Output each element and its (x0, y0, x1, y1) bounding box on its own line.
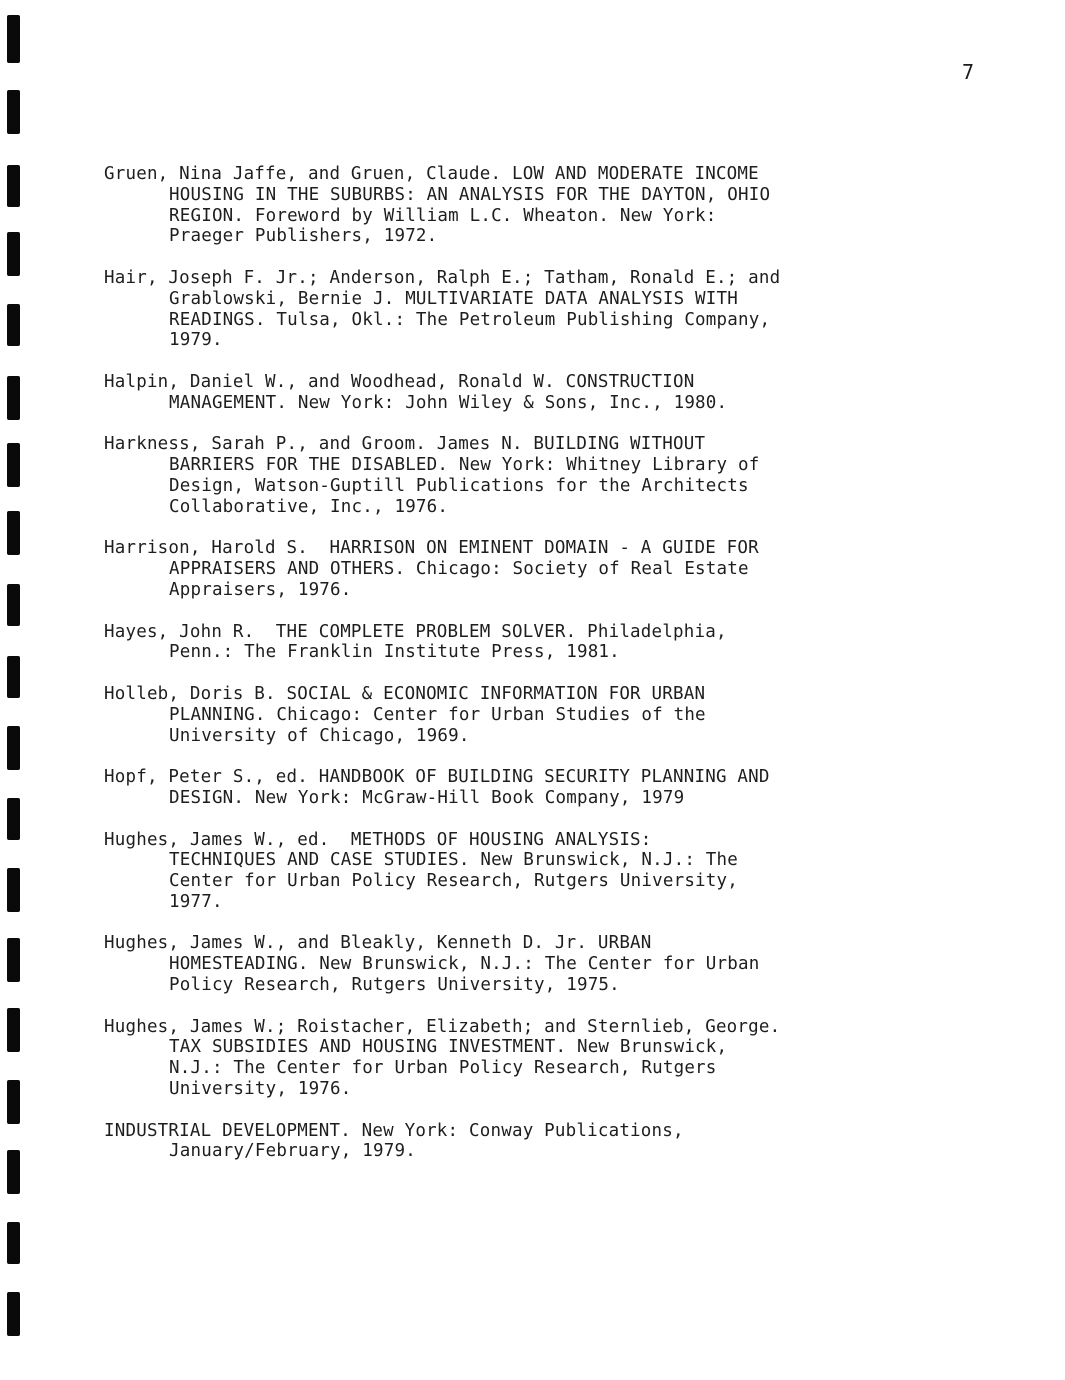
entry-first-line: Hair, Joseph F. Jr.; Anderson, Ralph E.; Tatham, Ronald E.; and (104, 267, 781, 288)
entry-first-line: INDUSTRIAL DEVELOPMENT. New York: Conway Publications, (104, 1120, 684, 1141)
entry-continuation-line: REGION. Foreword by William L.C. Wheaton. New York: (169, 205, 717, 226)
binding-hole-marks (0, 0, 30, 1380)
entry-continuation-line: Praeger Publishers, 1972. (169, 226, 438, 247)
binding-mark (7, 232, 20, 276)
binding-mark (7, 165, 20, 207)
entry-continuation-line: 1979. (169, 330, 223, 351)
entry-continuation-line: University, 1976. (169, 1079, 352, 1100)
binding-mark (7, 443, 20, 487)
entry-first-line: Hughes, James W., ed. METHODS OF HOUSING ANALYSIS: (104, 829, 652, 850)
entry-first-line: Hughes, James W., and Bleakly, Kenneth D. Jr. URBAN (104, 933, 652, 954)
entry-first-line: Harrison, Harold S. HARRISON ON EMINENT DOMAIN - A GUIDE FOR (104, 538, 759, 559)
entry-continuation-line: Policy Research, Rutgers University, 1975. (169, 975, 620, 996)
bibliography-list (104, 164, 984, 1183)
bibliography-entry-hughes-1977 (104, 830, 984, 913)
entry-continuation-line: BARRIERS FOR THE DISABLED. New York: Whitney Library of (169, 455, 760, 476)
entry-continuation-line: HOUSING IN THE SUBURBS: AN ANALYSIS FOR THE DAYTON, OHIO (169, 184, 771, 205)
entry-continuation-line: HOMESTEADING. New Brunswick, N.J.: The Center for Urban (169, 954, 760, 975)
binding-mark (7, 1080, 20, 1124)
entry-continuation-line: Design, Watson-Guptill Publications for the Architects (169, 475, 749, 496)
bibliography-entry-harrison (104, 538, 984, 600)
entry-continuation-line: University of Chicago, 1969. (169, 725, 470, 746)
binding-mark (7, 304, 20, 346)
binding-mark (7, 1008, 20, 1052)
entry-continuation-line: Collaborative, Inc., 1976. (169, 496, 449, 517)
binding-mark (7, 868, 20, 912)
bibliography-entry-hayes (104, 622, 984, 664)
page-number: 7 (962, 60, 975, 84)
entry-continuation-line: APPRAISERS AND OTHERS. Chicago: Society of Real Estate (169, 559, 749, 580)
entry-continuation-line: TAX SUBSIDIES AND HOUSING INVESTMENT. New Brunswick, (169, 1037, 728, 1058)
binding-mark (7, 376, 20, 420)
entry-first-line: Halpin, Daniel W., and Woodhead, Ronald W. CONSTRUCTION (104, 371, 695, 392)
entry-first-line: Gruen, Nina Jaffe, and Gruen, Claude. LOW AND MODERATE INCOME (104, 164, 759, 184)
entry-first-line: Hopf, Peter S., ed. HANDBOOK OF BUILDING SECURITY PLANNING AND (104, 767, 770, 788)
entry-continuation-line: MANAGEMENT. New York: John Wiley & Sons, Inc., 1980. (169, 392, 728, 413)
bibliography-entry-harkness (104, 434, 984, 517)
entry-continuation-line: Center for Urban Policy Research, Rutgers University, (169, 871, 739, 892)
entry-continuation-line: Grablowski, Bernie J. MULTIVARIATE DATA ANALYSIS WITH (169, 288, 739, 309)
binding-mark (7, 1292, 20, 1336)
entry-first-line: Hayes, John R. THE COMPLETE PROBLEM SOLVER. Philadelphia, (104, 621, 727, 642)
entry-first-line: Hughes, James W.; Roistacher, Elizabeth; and Sternlieb, George. (104, 1016, 781, 1037)
entry-continuation-line: READINGS. Tulsa, Okl.: The Petroleum Publishing Company, (169, 309, 771, 330)
binding-mark (7, 1222, 20, 1264)
bibliography-entry-hair (104, 268, 984, 351)
bibliography-entry-gruen (104, 164, 984, 247)
binding-mark (7, 511, 20, 555)
entry-continuation-line: Appraisers, 1976. (169, 579, 352, 600)
bibliography-entry-holleb (104, 684, 984, 746)
bibliography-entry-hughes-1976 (104, 1017, 984, 1100)
bibliography-entry-hughes-1975 (104, 933, 984, 995)
entry-first-line: Holleb, Doris B. SOCIAL & ECONOMIC INFORMATION FOR URBAN (104, 683, 706, 704)
entry-continuation-line: TECHNIQUES AND CASE STUDIES. New Brunswick, N.J.: The (169, 850, 739, 871)
entry-continuation-line: 1977. (169, 891, 223, 912)
entry-continuation-line: N.J.: The Center for Urban Policy Research, Rutgers (169, 1058, 717, 1079)
bibliography-entry-halpin (104, 372, 984, 414)
binding-mark (7, 584, 20, 626)
entry-first-line: Harkness, Sarah P., and Groom. James N. BUILDING WITHOUT (104, 434, 706, 455)
binding-mark (7, 656, 20, 698)
entry-continuation-line: DESIGN. New York: McGraw-Hill Book Company, 1979 (169, 787, 685, 808)
binding-mark (7, 1150, 20, 1194)
binding-mark (7, 798, 20, 840)
binding-mark (7, 726, 20, 770)
bibliography-entry-industrial-development (104, 1121, 984, 1163)
binding-mark (7, 15, 20, 63)
entry-continuation-line: January/February, 1979. (169, 1141, 416, 1162)
binding-mark (7, 938, 20, 982)
entry-continuation-line: Penn.: The Franklin Institute Press, 1981. (169, 642, 620, 663)
binding-mark (7, 90, 20, 134)
entry-continuation-line: PLANNING. Chicago: Center for Urban Studies of the (169, 704, 706, 725)
bibliography-entry-hopf (104, 767, 984, 809)
